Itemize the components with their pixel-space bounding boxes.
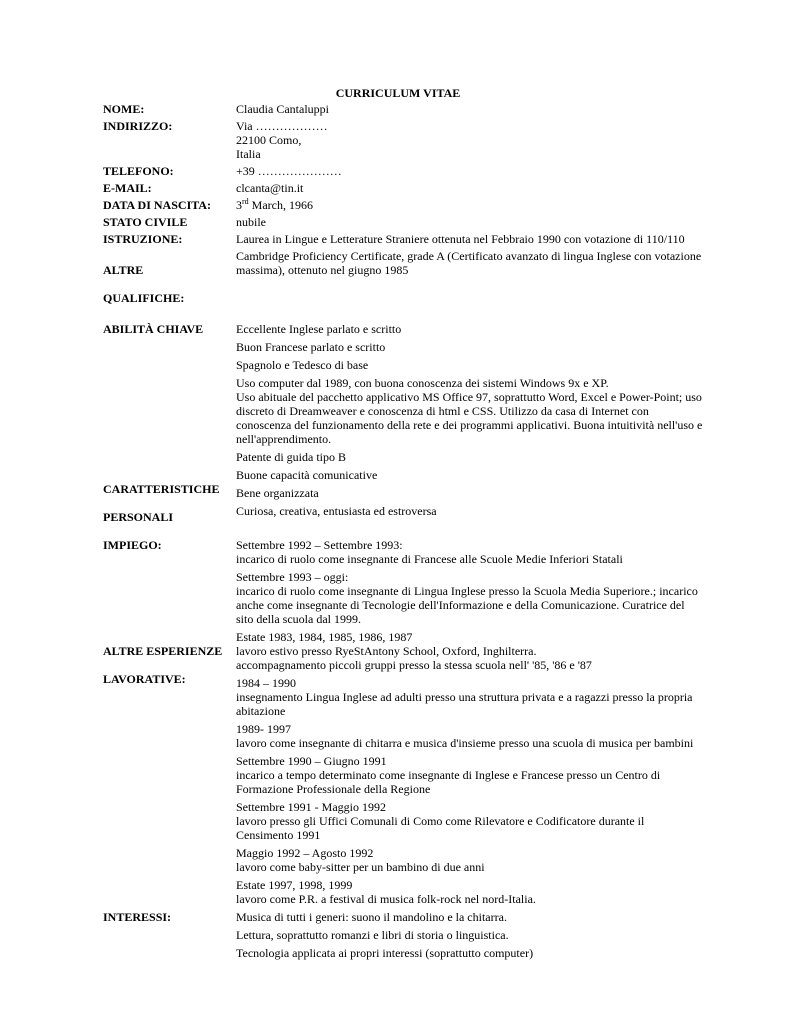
section-altre-qualifiche [103, 249, 703, 319]
value-altre-qualifiche: Cambridge Proficiency Certificate, grade A (Certificato avanzato di lingua Inglese con votazione massima), ottenuto nel giugno 1985 [236, 249, 702, 277]
experience-description: lavoro come P.R. a festival di musica folk-rock nel nord-Italia. [236, 892, 536, 906]
label-altre-qualifiche-line-1: ALTRE [103, 263, 144, 277]
skill-item: Uso computer dal 1989, con buona conoscenza dei sistemi Windows 9x e XP. [236, 376, 609, 390]
experience-period: Estate 1983, 1984, 1985, 1986, 1987 [236, 630, 413, 644]
birth-day: 3 [236, 198, 242, 212]
section-stato-civile [103, 215, 703, 229]
job-period: Settembre 1992 – Settembre 1993: [236, 538, 403, 552]
job-period: Settembre 1993 – oggi: [236, 570, 349, 584]
skill-item: Eccellente Inglese parlato e scritto [236, 322, 402, 336]
section-email [103, 181, 703, 195]
label-indirizzo: INDIRIZZO: [103, 119, 173, 133]
section-telefono [103, 164, 703, 178]
label-telefono: TELEFONO: [103, 164, 174, 178]
section-impiego [103, 538, 703, 630]
experience-description: incarico a tempo determinato come insegnante di Inglese e Francese presso un Centro di Formazione Professionale della Regione [236, 768, 661, 796]
document-title: CURRICULUM VITAE [335, 86, 461, 100]
experience-description: accompagnamento piccoli gruppi presso la stessa scuola nell' '85, '86 e '87 [236, 658, 592, 672]
experience-period: 1989- 1997 [236, 722, 291, 736]
value-impiego [236, 538, 703, 630]
value-istruzione: Laurea in Lingue e Letterature Straniere ottenuta nel Febbraio 1990 con votazione di 110/110 [236, 232, 685, 246]
experience-description: lavoro come baby-sitter per un bambino di due anni [236, 860, 485, 874]
value-interessi [236, 910, 703, 964]
label-interessi: INTERESSI: [103, 910, 172, 924]
interest-item: Musica di tutti i generi: suono il mandolino e la chitarra. [236, 910, 507, 924]
section-caratteristiche [103, 468, 703, 538]
value-indirizzo [236, 119, 703, 161]
label-nascita: DATA DI NASCITA: [103, 198, 212, 212]
value-nascita [236, 198, 703, 212]
experience-entry [236, 722, 703, 750]
value-nome: Claudia Cantaluppi [236, 102, 329, 116]
trait-item: Curiosa, creativa, entusiasta ed estroversa [236, 504, 437, 518]
value-abilita [236, 322, 703, 468]
experience-period: Estate 1997, 1998, 1999 [236, 878, 353, 892]
interest-item: Lettura, soprattutto romanzi e libri di storia o linguistica. [236, 928, 509, 942]
skill-item: Uso abituale del pacchetto applicativo MS Office 97, soprattutto Word, Excel e Power-Point; uso discreto di Dreamweaver e conoscenza di html e CSS. Utilizzo da casa di Internet con conoscenza del funzionamento della rete e dei programmi applicativi. Buona intuitività nell'uso e nell'apprendimento. [236, 390, 703, 446]
skill-item: Patente di guida tipo B [236, 450, 346, 464]
address-line-1: Via ……………… [236, 119, 328, 133]
section-altre-esperienze [103, 630, 703, 910]
interest-item: Tecnologia applicata ai propri interessi (soprattutto computer) [236, 946, 534, 960]
experience-entry [236, 800, 703, 842]
skill-item: Spagnolo e Tedesco di base [236, 358, 369, 372]
label-abilita: ABILITÀ CHIAVE [103, 322, 204, 336]
label-altre-esperienze-line-2: LAVORATIVE: [103, 672, 186, 686]
experience-entry [236, 878, 703, 906]
experience-entry [236, 754, 703, 796]
experience-entry [236, 846, 703, 874]
value-caratteristiche [236, 468, 703, 522]
experience-description: lavoro estivo presso RyeStAntony School, Oxford, Inghilterra. [236, 644, 537, 658]
address-line-2: 22100 Como, [236, 133, 302, 147]
section-abilita [103, 322, 703, 468]
job-entry [236, 538, 703, 566]
skill-item: Buon Francese parlato e scritto [236, 340, 386, 354]
trait-item: Buone capacità comunicative [236, 468, 378, 482]
label-altre-esperienze [103, 630, 236, 700]
experience-period: Settembre 1991 - Maggio 1992 [236, 800, 386, 814]
value-email: clcanta@tin.it [236, 181, 304, 195]
value-telefono: +39 ………………… [236, 164, 342, 178]
experience-description: lavoro come insegnante di chitarra e musica d'insieme presso una scuola di musica per bambini [236, 736, 694, 750]
label-altre-qualifiche-line-2: QUALIFICHE: [103, 291, 185, 305]
experience-entry [236, 630, 703, 672]
experience-period: 1984 – 1990 [236, 676, 296, 690]
experience-description: lavoro presso gli Uffici Comunali di Como come Rilevatore e Codificatore durante il Censimento 1991 [236, 814, 645, 842]
label-istruzione: ISTRUZIONE: [103, 232, 183, 246]
section-nascita [103, 198, 703, 212]
address-line-3: Italia [236, 147, 261, 161]
value-stato-civile: nubile [236, 215, 266, 229]
trait-item: Bene organizzata [236, 486, 319, 500]
section-nome [103, 102, 703, 116]
label-impiego: IMPIEGO: [103, 538, 162, 552]
label-caratteristiche [103, 468, 236, 538]
job-description: incarico di ruolo come insegnante di Francese alle Scuole Medie Inferiori Statali [236, 552, 623, 566]
experience-entry [236, 676, 703, 718]
label-caratteristiche-line-1: CARATTERISTICHE [103, 482, 220, 496]
label-email: E-MAIL: [103, 181, 152, 195]
cv-document [103, 85, 703, 964]
label-altre-qualifiche [103, 249, 236, 319]
label-nome: NOME: [103, 102, 145, 116]
section-istruzione [103, 232, 703, 246]
birth-day-suffix: rd [242, 197, 249, 206]
experience-period: Maggio 1992 – Agosto 1992 [236, 846, 374, 860]
experience-period: Settembre 1990 – Giugno 1991 [236, 754, 387, 768]
label-stato-civile: STATO CIVILE [103, 215, 188, 229]
label-altre-esperienze-line-1: ALTRE ESPERIENZE [103, 644, 223, 658]
section-interessi [103, 910, 703, 964]
section-indirizzo [103, 119, 703, 161]
experience-description: insegnamento Lingua Inglese ad adulti presso una struttura privata e a ragazzi presso la propria abitazione [236, 690, 693, 718]
job-description: incarico di ruolo come insegnante di Lingua Inglese presso la Scuola Media Superiore.; incarico anche come insegnante di Tecnologie dell'Informazione e della Comunicazione. Curatrice del sito della scuola dal 1999. [236, 584, 698, 626]
birth-month-year: March, 1966 [248, 198, 313, 212]
value-altre-esperienze [236, 630, 703, 910]
job-entry [236, 570, 703, 626]
label-caratteristiche-line-2: PERSONALI [103, 510, 174, 524]
